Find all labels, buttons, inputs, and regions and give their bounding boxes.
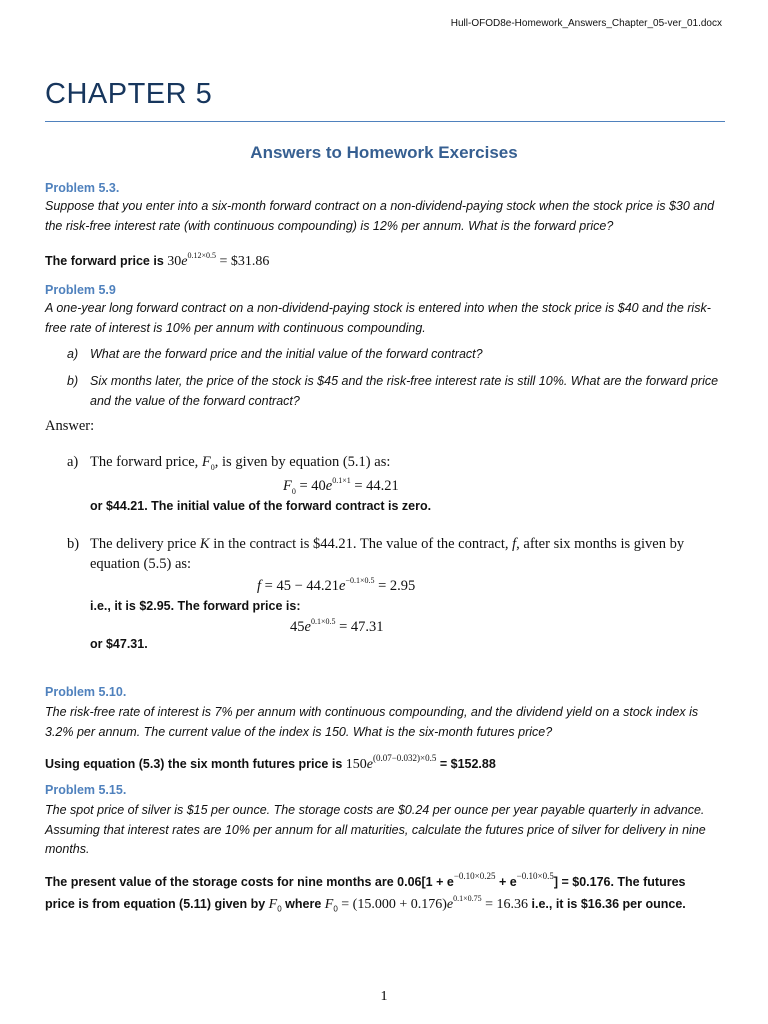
math-exponent: 0.12×0.5 (187, 251, 216, 260)
problem-5-10-heading: Problem 5.10. (45, 685, 127, 699)
part-label: b) (67, 536, 80, 552)
problem-5-15-question: The spot price of silver is $15 per ounce. The storage costs are $0.24 per ounce per year payable quarterly in advance. Assuming that interest rates are 10% per annum for all maturities, calculate the futures price of silver for delivery in nine months. (45, 803, 706, 856)
chapter-title: CHAPTER 5 (45, 78, 213, 110)
answer-b-conclusion: or $47.31. (90, 637, 148, 651)
answer-part-b (67, 534, 727, 574)
equation-contract-value: $f = 45 - 44.21e^{-0.1\times 0.5} = 2.95$ (257, 576, 416, 594)
answer-text: The forward price is (45, 254, 164, 268)
part-text: The delivery price K in the contract is $44.21. The value of the contract, f, after six months is given by equation (5.5) as: (90, 536, 685, 572)
item-text: What are the forward price and the initial value of the forward contract? (90, 347, 483, 361)
problem-5-9-heading: Problem 5.9 (45, 283, 116, 297)
item-label: b) (67, 374, 79, 388)
page-number: 1 (380, 989, 388, 1004)
problem-5-9-item-a (67, 345, 727, 365)
item-text: Six months later, the price of the stock is $45 and the risk-free interest rate is still 10%. What are the forward price and the value of the forward contract? (90, 374, 719, 408)
problem-5-3-heading: Problem 5.3. (45, 181, 120, 195)
math-result: = $31.86 (216, 254, 270, 269)
equation-new-forward-price: $45e^{0.1\times 0.5} = 47.31$ (290, 617, 384, 635)
document-filename: Hull-OFOD8e-Homework_Answers_Chapter_05-ver_01.docx (450, 18, 722, 29)
math-base: 30 (167, 254, 182, 269)
answer-label: Answer: (45, 418, 95, 434)
problem-5-10-answer: Using equation (5.3) the six month futures price is $150e^{(0.07-0.032)\times 0.5}$ = $152.88 (45, 753, 496, 772)
item-label: a) (67, 347, 79, 361)
problem-5-15-heading: Problem 5.15. (45, 783, 127, 797)
problem-5-15-answer-line-2: price is from equation (5.11) given by $F_0$ where $F_0 = (15.000 + 0.176)e^{0.1\times 0.75} = 16.36$ i.e., it is $16.36 per ounce. (45, 894, 686, 914)
part-text: The forward price, $F_0$, is given by equation (5.1) as: (90, 454, 391, 472)
math-e: e (181, 254, 188, 269)
problem-5-10-question: The risk-free rate of interest is 7% per annum with continuous compounding, and the dividend yield on a stock index is 3.2% per annum. The current value of the index is 150. What is the six-month futures price? (45, 705, 699, 739)
problem-5-3-question: Suppose that you enter into a six-month forward contract on a non-dividend-paying stock when the stock price is $30 and the risk-free interest rate (with continuous compounding) is 12% per annum. What is the forward price? (45, 199, 715, 233)
answer-b-line: i.e., it is $2.95. The forward price is: (90, 599, 301, 613)
equation-forward-price: $F_0 = 40e^{0.1\times 1} = 44.21$ (283, 476, 399, 496)
answer-part-a (67, 452, 727, 478)
section-subtitle: Answers to Homework Exercises (250, 143, 518, 162)
answer-a-conclusion: or $44.21. The initial value of the forward contract is zero. (90, 499, 432, 513)
problem-5-15-answer-line-1: The present value of the storage costs for nine months are $0.06[1 + e^{-0.10\times 0.25} + e^{-0.10\times 0.5}]$ = $0.176. The futures (45, 871, 686, 889)
problem-5-3-answer (45, 245, 735, 273)
problem-5-9-item-b (67, 372, 727, 411)
title-divider (45, 121, 725, 122)
part-label: a) (67, 454, 79, 470)
problem-5-9-question: A one-year long forward contract on a non-dividend-paying stock is entered into when the stock price is $40 and the risk-free rate of interest is 10% per annum with continuous compounding. (45, 301, 711, 335)
